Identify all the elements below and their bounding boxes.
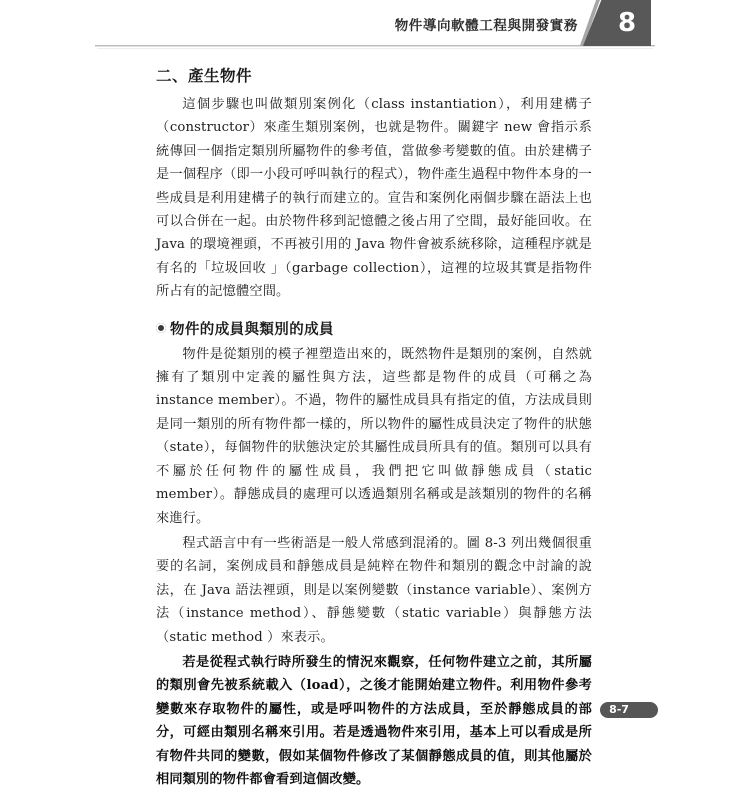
chapter-number: 8 [617, 8, 637, 38]
header-rule-icon [95, 45, 655, 47]
book-title: 物件導向軟體工程與開發實務 [394, 18, 578, 34]
header-rule-shadow [97, 48, 653, 49]
paragraph: 若是從程式執行時所發生的情況來觀察，任何物件建立之前，其所屬的類別會先被系統載入（load），之後才能開始建立物件。利用物件參考變數來存取物件的屬性，或是呼叫物件的方法成員，至於靜態成員的部分，可經由類別名稱來引用。若是透過物件來引用，基本上可以看成是所有物件共同的變數，假如某個物件修改了某個靜態成員的值，則其他屬於相同類別的物件都會看到這個改變。 [156, 654, 592, 787]
paragraph: 這個步驟也叫做類別案例化（class instantiation），利用建構子（constructor）來產生類別案例，也就是物件。關鍵字 new 會指示系統傳回一個指定類別所屬物件的參考值，當做參考變數的值。由於建構子是一個程序（即一小段可呼叫執行的程式），物件產生過程中物件本身的一些成員是利用建構子的執行而建立的。宣告和案例化兩個步驟在語法上也可以合併在一起。由於物件移到記憶體之後占用了空間，最好能回收。在 Java 的環境裡頭，不再被引用的 Java 物件會被系統移除，這種程序就是有名的「垃圾回收 」（garbage collection），這裡的垃圾其實是指物件所占有的記憶體空間。 [156, 97, 592, 300]
running-header [0, 0, 750, 58]
paragraph: 物件是從類別的模子裡塑造出來的，既然物件是類別的案例，自然就擁有了類別中定義的屬性與方法，這些都是物件的成員（可稱之為 instance member）。不過，物件的屬性成員具有指定的值，方法成員則是同一類別的所有物件都一樣的，所以物件的屬性成員決定了物件的狀態（state），每個物件的狀態決定於其屬性成員所具有的值。類別可以具有不屬於任何物件的屬性成員，我們把它叫做靜態成員（static member）。靜態成員的處理可以透過類別名稱或是該類別的物件的名稱來進行。 [156, 346, 592, 526]
page-number-label: 8-7 [609, 703, 629, 716]
circle-bullet-icon [156, 323, 166, 333]
page-footer [0, 698, 750, 728]
subsection-heading-label: 物件的成員與類別的成員 [170, 320, 334, 338]
subsection-heading [156, 318, 592, 339]
page-content [156, 64, 592, 793]
paragraph: 程式語言中有一些術語是一般人常感到混淆的。圖 8-3 列出幾個很重要的名詞，案例成員和靜態成員是純粹在物件和類別的觀念中討論的說法，在 Java 語法裡頭，則是以案例變數（instance variable）、案例方法（instance method）、靜態變數（static variable）與靜態方法（static method ）來表示。 [156, 535, 592, 645]
section-heading: 二、產生物件 [156, 66, 253, 85]
